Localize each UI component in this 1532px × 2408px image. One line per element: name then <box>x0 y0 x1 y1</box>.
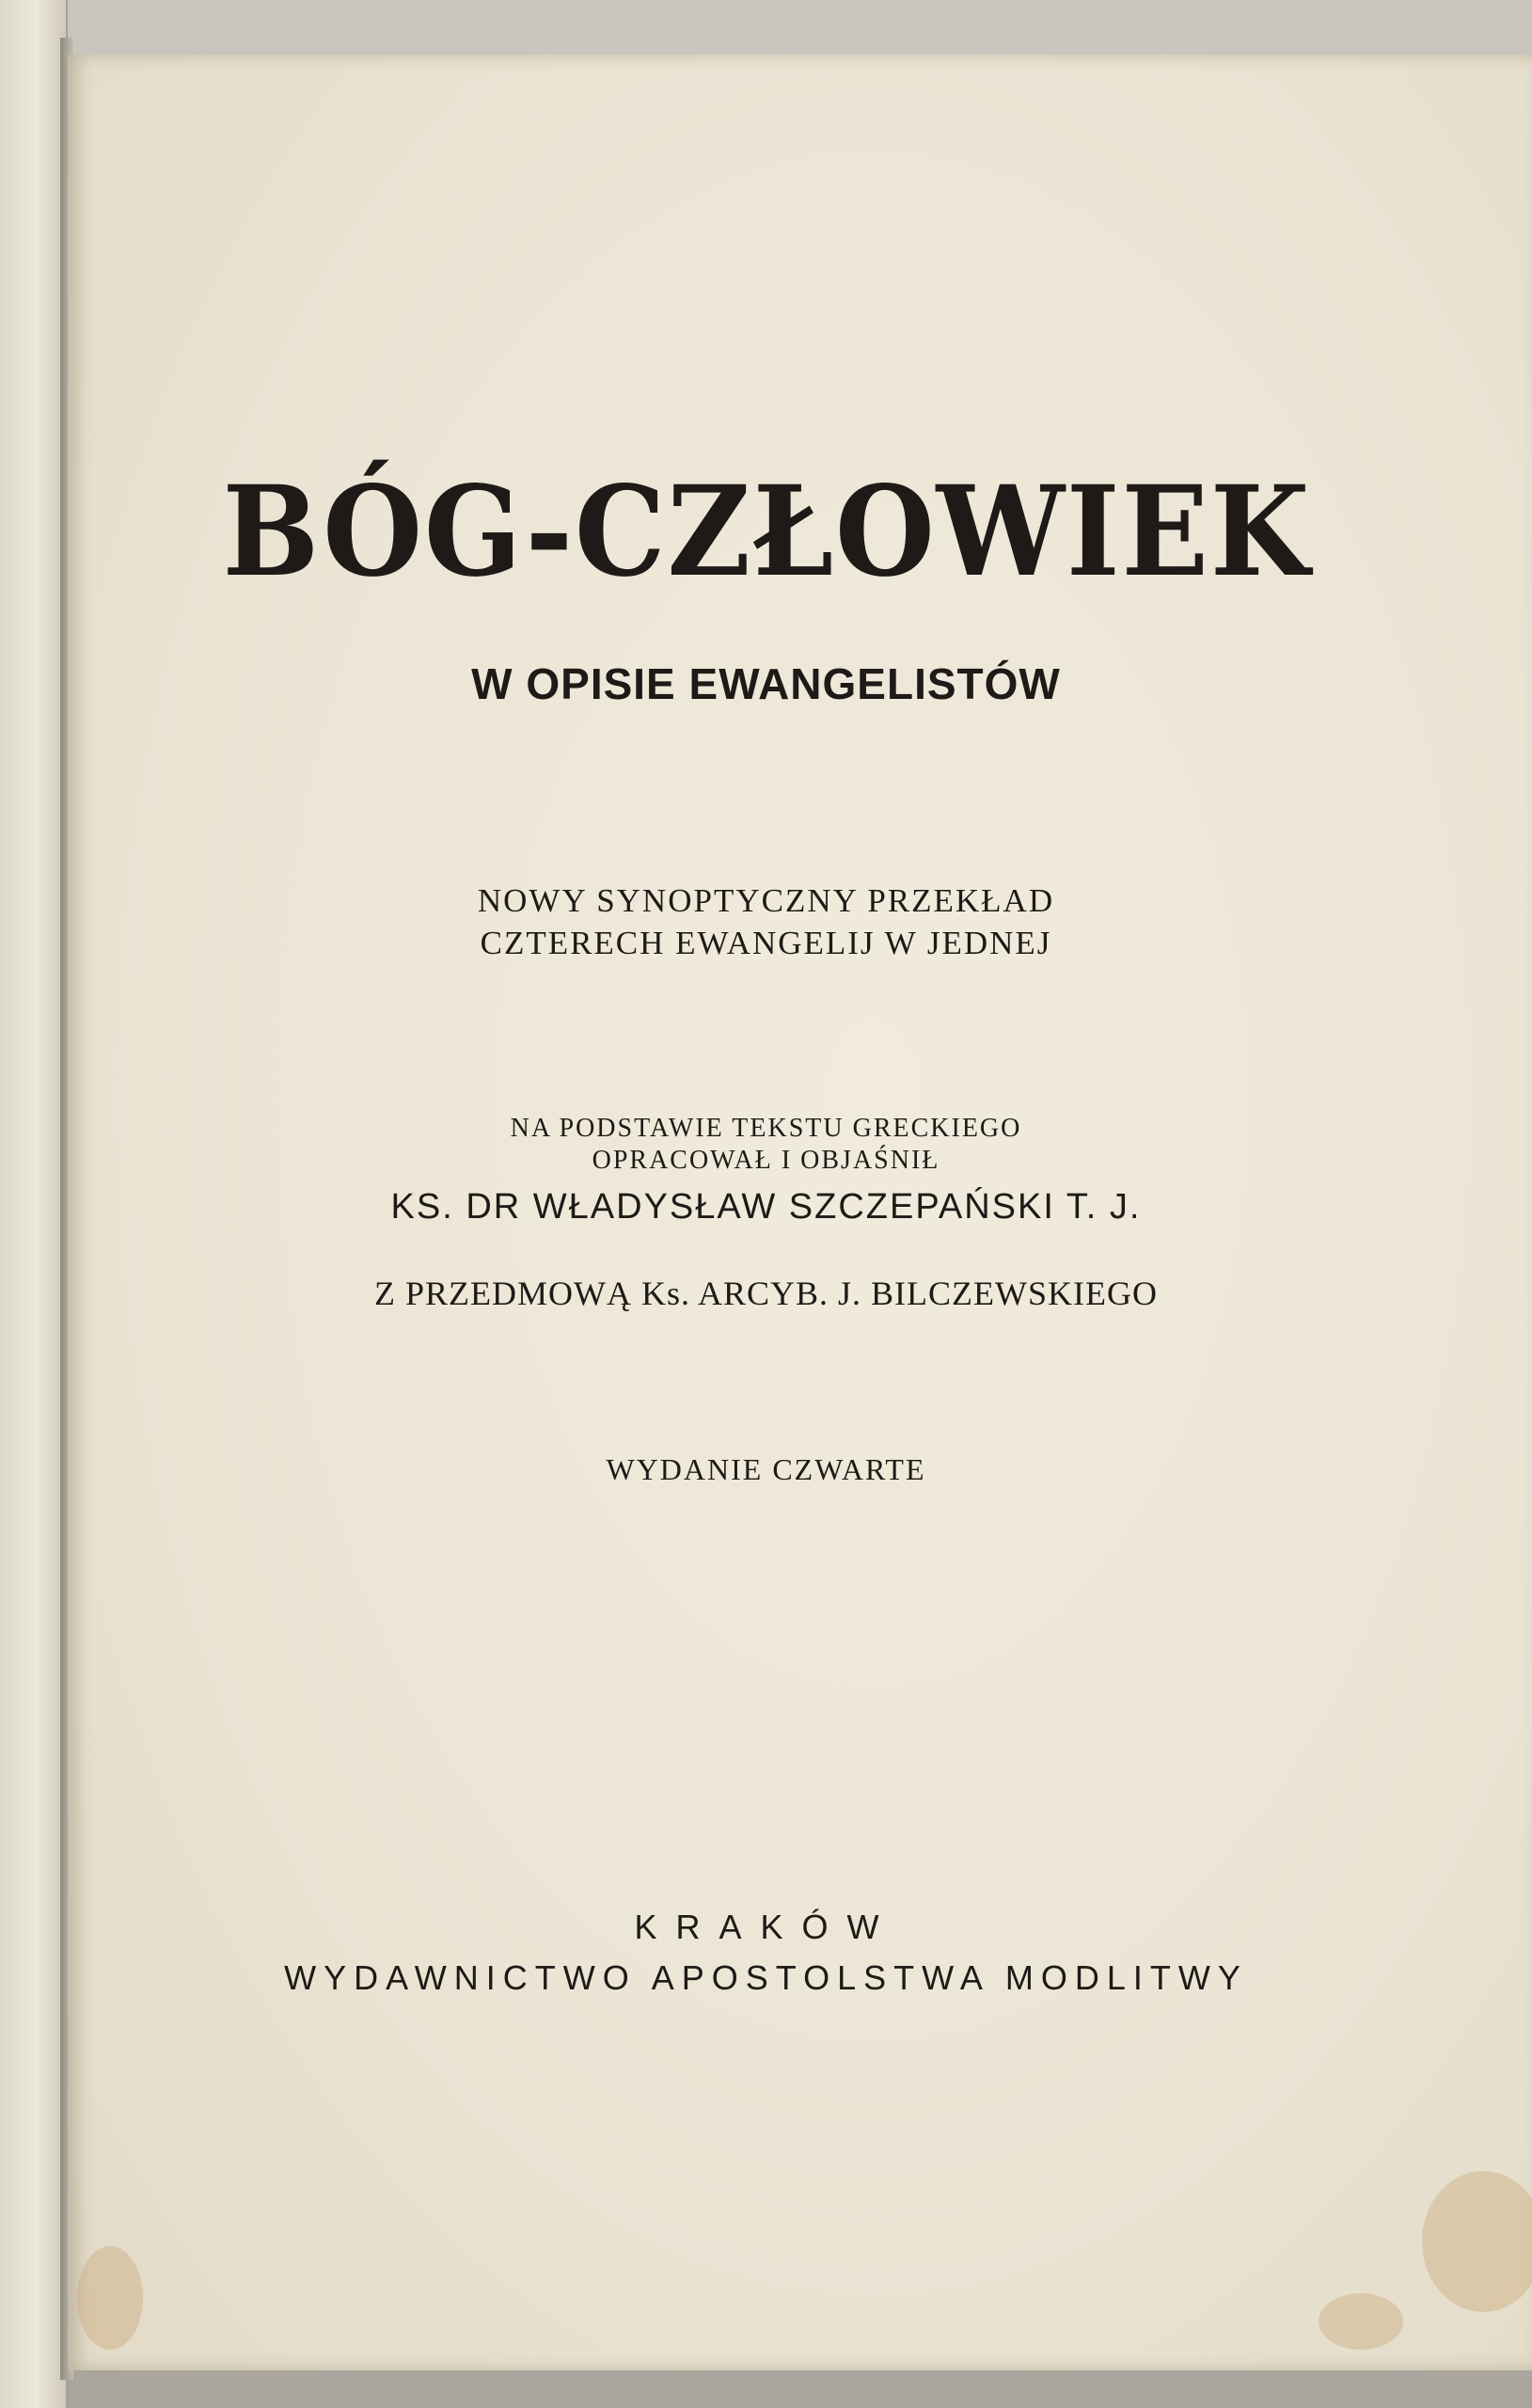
publication-city: KRAKÓW <box>634 1908 898 1946</box>
preface-note: Z PRZEDMOWĄ Ks. ARCYB. J. BILCZEWSKIEGO <box>373 1275 1158 1312</box>
paper-stain <box>1422 2171 1532 2312</box>
author-name: KS. DR WŁADYSŁAW SZCZEPAŃSKI T. J. <box>390 1187 1142 1227</box>
basis-line-1: NA PODSTAWIE TEKSTU GRECKIEGO <box>510 1114 1022 1143</box>
description-line-2: CZTERECH EWANGELIJ W JEDNEJ <box>480 925 1052 961</box>
book-title: BÓG-CZŁOWIEK <box>222 459 1312 605</box>
edition-note: WYDANIE CZWARTE <box>606 1452 926 1486</box>
publisher-name: WYDAWNICTWO APOSTOLSTWA MODLITWY <box>284 1958 1248 1997</box>
basis-line-2: OPRACOWAŁ I OBJAŚNIŁ <box>592 1146 940 1175</box>
description-line-1: NOWY SYNOPTYCZNY PRZEKŁAD <box>477 882 1055 919</box>
paper-stain <box>77 2246 143 2350</box>
paper-stain <box>1319 2293 1403 2350</box>
book-subtitle: W OPISIE EWANGELISTÓW <box>471 659 1061 708</box>
